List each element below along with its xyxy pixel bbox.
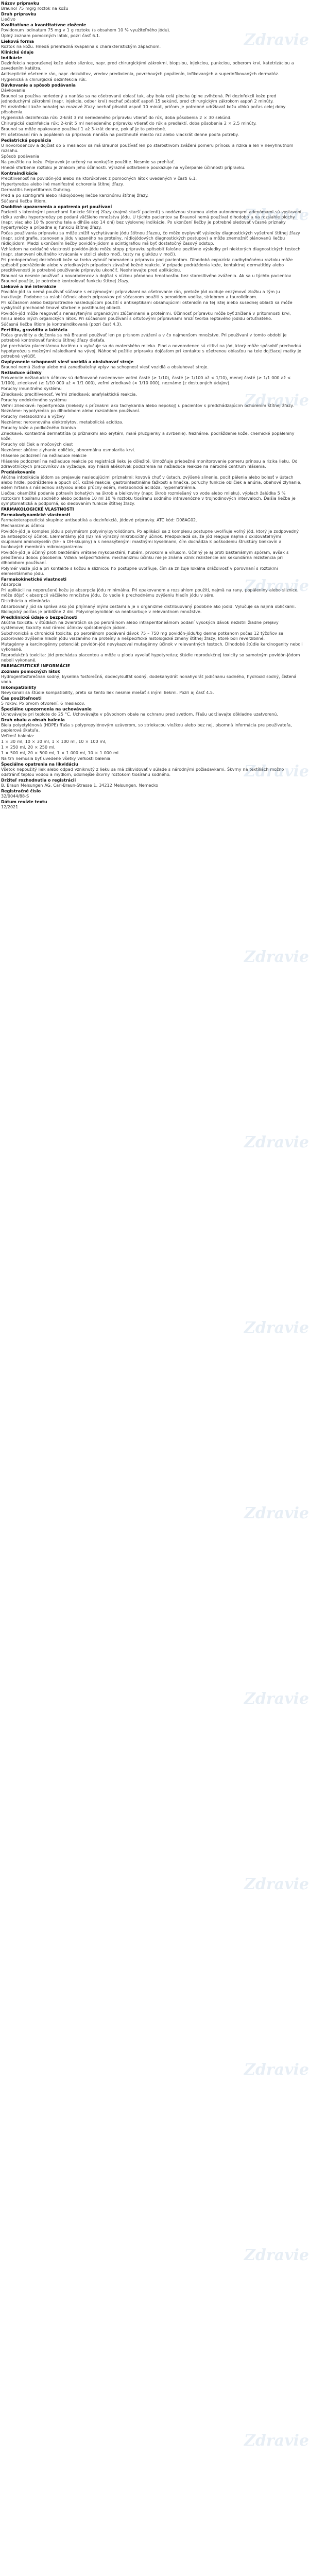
section-paragraph: Dávkovanie bbox=[1, 88, 25, 93]
section-paragraph: B. Braun Melsungen AG, Carl-Braun-Strasse 1, 34212 Melsungen, Nemecko bbox=[1, 783, 158, 788]
section-paragraph: Zriedkavé: precitlivenosť. Veľmi zriedkavé: anafylaktická reakcia. bbox=[1, 392, 137, 397]
section-heading: Farmakokinetické vlastnosti bbox=[1, 577, 66, 582]
section-paragraph: Braunol sa nesmie používať u novorodencov a dojčiat s nízkou pôrodnou hmotnosťou bez starostlivého zváženia. Ak sa u týchto pacientov Braunol použije, je potrebné kontrolovať funkciu štítnej žľazy. bbox=[1, 274, 291, 283]
section-paragraph: Povidón-jód sa nemá používať súčasne s enzýmovými prípravkami na ošetrovanie rán, pretože jód oxiduje enzýmovú zložku a tým ju inaktivuje. Podobne sa oslabí účinok oboch prípravkov pri súčasnom použití s peroxidom vodíka, striebrom a taurolidínom. bbox=[1, 290, 280, 299]
section bbox=[1, 205, 303, 284]
section-heading: FARMACEUTICKÉ INFORMÁCIE bbox=[1, 664, 71, 668]
section-paragraph: Polymér viaže jód a pri kontakte s kožou a sliznicou ho postupne uvoľňuje, čím sa znižuje lokálna dráždivosť v porovnaní s roztokmi elementárneho jódu. bbox=[1, 566, 278, 576]
section-paragraph: Braunol nemá žiadny alebo má zanedbateľný vplyv na schopnosť viesť vozidlá a obsluhovať stroje. bbox=[1, 365, 209, 369]
watermark-logo: Zdravie bbox=[244, 577, 309, 595]
section-paragraph: Precitlivenosť na povidón-jód alebo na ktorúkoľvek z pomocných látok uvedených v časti 6.1. bbox=[1, 176, 197, 181]
section-paragraph: Poruchy kože a podkožného tkaniva bbox=[1, 426, 76, 430]
section bbox=[1, 171, 303, 204]
section-heading: Zoznam pomocných látok bbox=[1, 669, 60, 674]
section-paragraph: Neznáme: nerovnováha elektrolytov, metabolická acidóza. bbox=[1, 420, 124, 425]
section-paragraph: Na použitie na kožu. Prípravok je určený na vonkajšie použitie. Nesmie sa prehĺtať. bbox=[1, 160, 175, 164]
section-paragraph: Na trh nemusia byť uvedené všetky veľkosti balenia. bbox=[1, 756, 112, 761]
section-heading: Fertilita, gravidita a laktácia bbox=[1, 328, 67, 332]
section-paragraph: Pri súčasnom alebo bezprostredne nasledujúcom použití s antiseptikami obsahujúcimi oktenidín na tej istej alebo susednej oblasti sa môže vyskytnúť prechodné tmavé sfarbenie postihnutej oblasti. bbox=[1, 300, 293, 310]
section-paragraph: Povidonum iodinatum 75 mg v 1 g roztoku (s obsahom 10 % využiteľného jódu). bbox=[1, 28, 170, 32]
section bbox=[1, 696, 303, 706]
section-paragraph: 1 × 250 ml, 20 × 250 ml, bbox=[1, 745, 56, 750]
watermark-logo: Zdravie bbox=[244, 1133, 309, 1151]
section-paragraph: Poruchy imunitného systému bbox=[1, 386, 62, 391]
section-heading: Čas použiteľnosti bbox=[1, 696, 42, 701]
section-paragraph: U novorodencov a dojčiat do 6 mesiacov sa má Braunol používať len po starostlivom zvážení pomeru prínosu a rizika a len v nevyhnutnom rozsahu. bbox=[1, 143, 294, 153]
section bbox=[1, 56, 303, 82]
section-paragraph: Chirurgická dezinfekcia rúk: 2-krát 5 ml neriedeného prípravku vtierať do rúk a predlaktí, doba pôsobenia 2 × 2,5 minúty. bbox=[1, 121, 256, 126]
section bbox=[1, 370, 303, 469]
section-heading: Nežiaduce účinky bbox=[1, 370, 42, 375]
watermark-logo: Zdravie bbox=[244, 762, 309, 781]
section-heading: Farmakodynamické vlastnosti bbox=[1, 513, 71, 517]
section-paragraph: Poruchy endokrinného systému bbox=[1, 398, 67, 402]
section-paragraph: Roztok na kožu. Hnedá priehľadná kvapalina s charakteristickým zápachom. bbox=[1, 44, 161, 49]
section-heading: Pediatrická populácia bbox=[1, 138, 52, 143]
section-paragraph: Hnedé sfarbenie roztoku je znakom jeho účinnosti. Výrazné odfarbenie poukazuje na vyčerpanie účinnosti prípravku. bbox=[1, 165, 246, 170]
section-paragraph: 12/2021 bbox=[1, 805, 19, 809]
section-paragraph: Hygienická a chirurgická dezinfekcia rúk. bbox=[1, 77, 87, 82]
section-paragraph: Hygienická dezinfekcia rúk: 2-krát 3 ml neriedeného prípravku vtierať do rúk, doba pôsobenia 2 × 30 sekúnd. bbox=[1, 115, 232, 120]
section-paragraph: Všetok nepoužitý liek alebo odpad vzniknutý z lieku sa má zlikvidovať v súlade s národnými požiadavkami. Škvrny na textíliách možno odstrániť teplou vodou a mydlom, odolnejšie škvrny roztokom tiosíranu sodného. bbox=[1, 767, 284, 777]
section-heading: Druh obalu a obsah balenia bbox=[1, 718, 65, 722]
section-heading: Názov prípravku bbox=[1, 1, 39, 6]
section bbox=[1, 615, 303, 663]
section bbox=[1, 718, 303, 761]
section bbox=[1, 1, 303, 11]
section-heading: FARMAKOLOGICKÉ VLASTNOSTI bbox=[1, 507, 74, 512]
section-paragraph: Antiseptické ošetrenie rán, napr. dekubitov, vredov predkolenia, povrchových popálenín, infikovaných a superinfikovaných dermatóz. bbox=[1, 72, 279, 76]
section-heading: Inkompatibility bbox=[1, 685, 37, 690]
section-heading: Registračné číslo bbox=[1, 789, 41, 793]
watermark-logo: Zdravie bbox=[244, 2061, 309, 2079]
section-paragraph: Pred a po scintigrafii alebo rádiojódovej liečbe karcinómu štítnej žľazy. bbox=[1, 193, 149, 198]
section-paragraph: Počas používania prípravku sa môže znížiť vychytávanie jódu štítnou žľazou, čo môže ovplyvniť výsledky diagnostických vyšetrení štítnej žľazy (napr. scintigrafie, stanovenia jódu viazaného na proteíny, rádiojódových diagnostických postupov) a môže znemožniť plánovanú liečbu rádiojódom. Medzi ukončením liečby povidón-jódom a scintigrafiou má byť dostatočný časový odstup. bbox=[1, 231, 300, 246]
section-paragraph: Mutagénny a karcinogénny potenciál: povidón-jód nevykazoval mutagénny účinok v relevantných testoch. Dlhodobé štúdie karcinogenity neboli vykonané. bbox=[1, 642, 303, 652]
section bbox=[1, 789, 303, 799]
section-paragraph: Liečivo bbox=[1, 17, 15, 22]
section bbox=[1, 470, 303, 506]
section-paragraph: Braunol sa môže opakovane používať 1 až 3-krát denne, pokiaľ je to potrebné. bbox=[1, 127, 166, 131]
section bbox=[1, 138, 303, 171]
section-paragraph: Súčasná liečba lítiom je kontraindikovaná (pozri časť 4.3). bbox=[1, 322, 123, 327]
section bbox=[1, 707, 303, 717]
section-paragraph: Hlásenie podozrení na nežiaduce reakcie po registrácii lieku je dôležité. Umožňuje priebežné monitorovanie pomeru prínosu a rizika lieku. Od zdravotníckych pracovníkov sa vyžaduje, aby hlásili akékoľvek podozrenia na nežiaduce reakcie na národné centrum hlásenia. bbox=[1, 459, 298, 469]
section-heading: Špeciálne upozornenia na uchovávanie bbox=[1, 707, 92, 711]
section-heading: Klinické údaje bbox=[1, 50, 34, 55]
section bbox=[1, 800, 303, 810]
section-paragraph: Úplný zoznam pomocných látok, pozri časť 6.1. bbox=[1, 33, 100, 38]
watermark-logo: Zdravie bbox=[244, 1690, 309, 1708]
section-paragraph: Povidón-jód je komplex jódu s polymérom polyvinylpyrolidónom. Po aplikácii sa z komplexu postupne uvoľňuje voľný jód, ktorý je zodpovedný za antiseptický účinok. Elementárny jód (I2) má výrazný mikrobicídny účinok. Predpokladá sa, že jód reaguje najmä s oxidovateľnými skupinami aminokyselín (SH- a OH-skupiny) a s nenasýtenými mastnými kyselinami, čím dochádza k poškodeniu štruktúry bielkovín a bunkových membrán mikroorganizmov. bbox=[1, 529, 299, 549]
section-heading: Lieková forma bbox=[1, 39, 34, 44]
section-paragraph: 32/0044/88-S bbox=[1, 794, 29, 799]
section-paragraph: Hypertyreóza alebo iné manifestné ochorenia štítnej žľazy. bbox=[1, 182, 124, 187]
section-paragraph: Subchronická a chronická toxicita: po perorálnom podávaní dávok 75 – 750 mg povidón-jódu/kg denne potkanom počas 12 týždňov sa pozorovalo zvýšenie hladín jódu viazaného na proteíny a nešpecifické histologické zmeny štítnej žľazy, ktoré boli reverzibilné. bbox=[1, 631, 284, 641]
section-paragraph: Pacienti s latentnými poruchami funkcie štítnej žľazy (najmä starší pacienti) s nodóznou strumou alebo autonómnymi adenómami sú vystavení riziku vzniku hypertyreózy po podaní väčšieho množstva jódu. U týchto pacientov sa Braunol nemá používať dlhodobo a na rozsiahle plochy (napr. viac ako 10 % povrchu tela a dlhšie ako 14 dní) bez výslovnej indikácie. Po ukončení liečby je potrebné sledovať včasné príznaky hypertyreózy a prípadne aj funkciu štítnej žľazy. bbox=[1, 210, 301, 230]
section bbox=[1, 513, 303, 577]
section-paragraph: Spôsob podávania bbox=[1, 154, 40, 159]
section-paragraph: Veľkosť balenia: bbox=[1, 734, 35, 738]
section-paragraph: Veľmi zriedkavé: hypertyreóza (niekedy s príznakmi ako tachykardia alebo nepokoj) u pacientov s predchádzajúcim ochorením štítnej žľazy. Neznáme: hypotyreóza po dlhodobom alebo rozsiahlom používaní. bbox=[1, 403, 294, 413]
section-paragraph: Distribúcia a eliminácia bbox=[1, 599, 50, 603]
section-paragraph: Akútna toxicita: v štúdiách na zvieratách sa po perorálnom alebo intraperitoneálnom podaní vysokých dávok nezistili žiadne prejavy systémovej toxicity nad rámec účinkov spôsobených jódom. bbox=[1, 620, 279, 630]
section-paragraph: Súčasná liečba lítiom. bbox=[1, 199, 47, 204]
document-body bbox=[1, 1, 303, 810]
section-paragraph: Hlásenie podozrení na nežiaduce reakcie bbox=[1, 453, 87, 458]
watermark-logo: Zdravie bbox=[244, 31, 309, 49]
section-heading: Ovplyvnenie schopnosti viesť vozidlá a obsluhovať stroje bbox=[1, 360, 134, 364]
section-heading: Indikácie bbox=[1, 56, 22, 60]
section-heading: Kvalitatívne a kvantitatívne zloženie bbox=[1, 23, 87, 27]
section-paragraph: Reprodukčná toxicita: jód prechádza placentou a môže u plodu vyvolať hypotyreózu; štúdie reprodukčnej toxicity so samotným povidón-jódom neboli vykonané. bbox=[1, 653, 300, 663]
section-paragraph: Vzhľadom na oxidačné vlastnosti povidón-jódu môžu stopy prípravku spôsobiť falošne pozitívne výsledky pri niektorých diagnostických testoch (napr. stanovení okultného krvácania v stolici alebo moči, testy na glukózu v moči). bbox=[1, 247, 301, 257]
section-heading: Predávkovanie bbox=[1, 470, 36, 474]
section-paragraph: Frekvencie nežiaducich účinkov sú definované nasledovne: veľmi časté (≥ 1/10), časté (≥ 1/100 až < 1/10), menej časté (≥ 1/1 000 až < 1/100), zriedkavé (≥ 1/10 000 až < 1/1 000), veľmi zriedkavé (< 1/10 000), neznáme (z dostupných údajov). bbox=[1, 376, 291, 385]
section bbox=[1, 284, 303, 327]
section bbox=[1, 23, 303, 39]
section bbox=[1, 762, 303, 777]
section-paragraph: Neznáme: akútne zlyhanie obličiek, abnormálna osmolarita krvi. bbox=[1, 448, 135, 452]
section-paragraph: Akútna intoxikácia jódom sa prejavuje nasledujúcimi príznakmi: kovová chuť v ústach, zvýšené slinenie, pocit pálenia alebo bolesť v ústach alebo hrdle, podráždenie a opuch očí, kožné reakcie, gastrointestinálne ťažkosti a hnačka, poruchy funkcie obličiek a anúria, obehové zlyhanie, edém hrtana s následnou asfyxiou alebo pľúcny edém, metabolická acidóza, hypernatriémia. bbox=[1, 475, 302, 490]
watermark-logo: Zdravie bbox=[244, 392, 309, 410]
section-heading: Dávkovanie a spôsob podávania bbox=[1, 83, 76, 88]
section bbox=[1, 507, 303, 512]
section bbox=[1, 328, 303, 359]
section-paragraph: Biela polyetylénová (HDPE) fľaša s polypropylénovým uzáverom, so striekacou vložkou alebo bez nej, písomná informácia pre používateľa, papierová škatuľa. bbox=[1, 723, 292, 733]
section-paragraph: Nevykonali sa štúdie kompatibility, preto sa tento liek nesmie miešať s inými liekmi. Pozri aj časť 4.5. bbox=[1, 690, 214, 695]
watermark-logo: Zdravie bbox=[244, 2246, 309, 2264]
section-paragraph: Pri ošetrovaní rán a popálenín sa prípravok nanáša na postihnuté miesto raz alebo viackrát denne podľa potreby. bbox=[1, 132, 239, 137]
section-paragraph: Mechanizmus účinku bbox=[1, 523, 44, 528]
section-heading: Druh prípravku bbox=[1, 12, 37, 16]
section-paragraph: Farmakoterapeutická skupina: antiseptiká a dezinfekciá, jódové prípravky. ATC kód: D08AG02. bbox=[1, 518, 197, 522]
section bbox=[1, 577, 303, 615]
section-paragraph: Povidón-jód môže reagovať s nenasýtenými organickými zlúčeninami a proteínmi. Účinnosť prípravku môže byť znížená v prítomnosti krvi, hnisu alebo iných organických látok. Pri súčasnom používaní s ortuťovými prípravkami hrozí tvorba leptavého jodidu ortuťnatého. bbox=[1, 311, 291, 321]
watermark-logo: Zdravie bbox=[244, 948, 309, 966]
section-paragraph: 1 × 30 ml, 10 × 30 ml, 1 × 100 ml, 10 × 100 ml, bbox=[1, 739, 107, 744]
section bbox=[1, 664, 303, 669]
section-heading: Špeciálne opatrenia na likvidáciu bbox=[1, 762, 78, 767]
section-paragraph: Absorbovaný jód sa správa ako jód prijímaný inými cestami a je v organizme distribuovaný podobne ako jodid. Vylučuje sa najmä obličkami. Biologický polčas je približne 2 dni. Polyvinylpyrolidón sa neabsorbuje v relevantnom množstve. bbox=[1, 604, 296, 614]
watermark-logo: Zdravie bbox=[244, 1504, 309, 1522]
section-paragraph: Braunol sa používa neriedený a nanáša sa na ošetrovanú oblasť tak, aby bola celá plocha úplne zvlhčená. Pri dezinfekcii kože pred jednoduchými zákrokmi (napr. injekcie, odber krvi) nechať pôsobiť aspoň 15 sekúnd, pred chirurgickým zákrokom aspoň 2 minúty. bbox=[1, 94, 277, 104]
section-paragraph: Pri aplikácii na neporušenú kožu je absorpcia jódu minimálna. Pri opakovanom a rozsiahlom použití, najmä na rany, popáleniny alebo sliznice, môže dôjsť k absorpcii väčšieho množstva jódu, čo vedie k prechodnému zvýšeniu hladín jódu v sére. bbox=[1, 588, 299, 598]
section-heading: Držiteľ rozhodnutia o registrácii bbox=[1, 778, 76, 783]
section-paragraph: Liečba: okamžité podanie potravín bohatých na škrob a bielkoviny (napr. škrob rozmiešaný vo vode alebo mlieku), výplach žalúdka 5 % roztokom tiosíranu sodného alebo podanie 10 ml 10 % roztoku tiosíranu sodného intravenózne v trojhodinových intervaloch. Ďalšia liečba je symptomatická a podporná, so sledovaním funkcie štítnej žľazy. bbox=[1, 491, 296, 506]
section bbox=[1, 778, 303, 788]
section-paragraph: Poruchy metabolizmu a výživy bbox=[1, 414, 65, 419]
watermark-logo: Zdravie bbox=[244, 2432, 309, 2450]
section-heading: Liekové a iné interakcie bbox=[1, 284, 57, 289]
section bbox=[1, 83, 303, 138]
section bbox=[1, 50, 303, 55]
section-paragraph: Poruchy obličiek a močových ciest bbox=[1, 442, 73, 447]
section-paragraph: Počas gravidity a dojčenia sa má Braunol používať len po prísnom zvážení a v čo najmenšom množstve. Pri používaní v tomto období je potrebné kontrolovať funkciu štítnej žľazy dieťaťa. bbox=[1, 333, 287, 343]
section-paragraph: Pri predoperačnej dezinfekcii kože sa treba vyhnúť hromadeniu prípravku pod pacientom. Dlhodobá expozícia nadbytočnému roztoku môže spôsobiť podráždenie alebo v zriedkavých prípadoch závažné kožné reakcie. V prípade podráždenia kože, kontaktnej dermatitídy alebo precitlivenosti je potrebné používanie prípravku ukončiť. Neohrievajte pred aplikáciou. bbox=[1, 258, 293, 273]
section-heading: Kontraindikácie bbox=[1, 171, 38, 176]
section bbox=[1, 360, 303, 370]
section-paragraph: Uchovávajte pri teplote do 25 °C. Uchovávajte v pôvodnom obale na ochranu pred svetlom. Fľašu udržiavajte dôkladne uzatvorenú. bbox=[1, 712, 278, 717]
section-paragraph: Jód prechádza placentárnou bariérou a vylučuje sa do materského mlieka. Plod a novorodenec sú citliví na jód, ktorý môže spôsobiť prechodnú hypotyreózu s možnými následkami na vývoj. Náhodné požitie prípravku dojčaťom pri kontakte s ošetrenou oblasťou na tele dojčiacej matky je potrebné vylúčiť. bbox=[1, 344, 301, 359]
section-paragraph: Pri dezinfekcii kože bohatej na mazové žľazy nechať pôsobiť aspoň 10 minút, pričom je potrebné udržiavať kožu vlhkú počas celej doby pôsobenia. bbox=[1, 105, 286, 114]
section bbox=[1, 12, 303, 22]
section-heading: Osobitné upozornenia a opatrenia pri používaní bbox=[1, 205, 112, 209]
section-paragraph: Dermatitis herpetiformis Duhring. bbox=[1, 188, 72, 192]
section bbox=[1, 39, 303, 49]
section-paragraph: Dezinfekcia neporušenej kože alebo sliznice, napr. pred chirurgickými zákrokmi, biopsiou, injekciou, punkciou, odberom krvi, katetrizáciou a zavedením katétra. bbox=[1, 61, 294, 71]
section-paragraph: 5 rokov. Po prvom otvorení: 6 mesiacov. bbox=[1, 701, 85, 706]
section-heading: Predklinické údaje o bezpečnosti bbox=[1, 615, 78, 620]
section-paragraph: Braunol 75 mg/g roztok na kožu bbox=[1, 6, 68, 11]
section-paragraph: Povidón-jód je účinný proti baktériám vrátane mykobaktérií, hubám, prvokom a vírusom. Účinný je aj proti bakteriálnym spóram, avšak s predĺženou dobou pôsobenia. Vďaka nešpecifickému mechanizmu účinku nie je známa vznik rezistencie ani sekundárna rezistencia pri dlhodobom používaní. bbox=[1, 550, 289, 565]
section-paragraph: Absorpcia bbox=[1, 582, 22, 587]
section-heading: Dátum revízie textu bbox=[1, 800, 47, 804]
watermark-logo: Zdravie bbox=[244, 1875, 309, 1893]
section bbox=[1, 669, 303, 685]
section-paragraph: Hydrogenfosforečnan sodný, kyselina fosforečná, dodecylsulfát sodný, dodekahydrát nonahydrát jodičnanu sodného, hydroxid sodný, čistená voda. bbox=[1, 674, 297, 684]
section bbox=[1, 685, 303, 696]
watermark-logo: Zdravie bbox=[244, 206, 309, 224]
section-paragraph: Zriedkavé: kontaktná dermatitída (s príznakmi ako erytém, malé pľuzgieriky a svrbenie). Neznáme: podráždenie kože, chemické popáleniny kože. bbox=[1, 431, 295, 441]
section-paragraph: 1 × 500 ml, 20 × 500 ml, 1 × 1 000 ml, 10 × 1 000 ml. bbox=[1, 751, 120, 755]
watermark-logo: Zdravie bbox=[244, 1319, 309, 1337]
